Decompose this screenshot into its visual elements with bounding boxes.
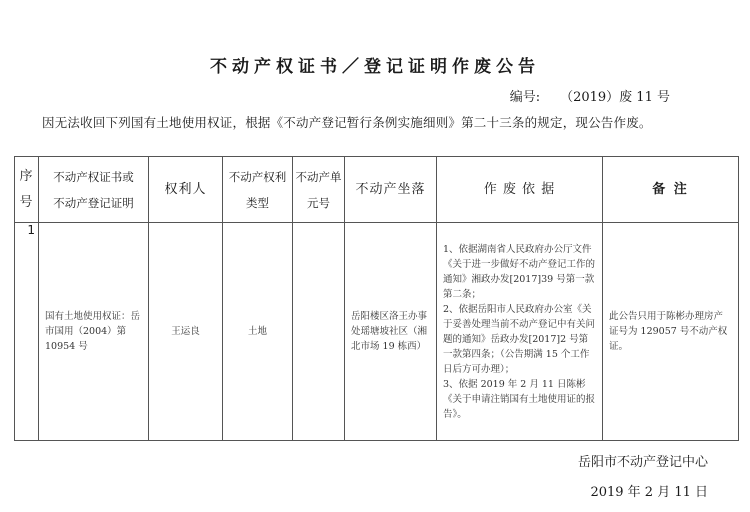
header-location: 不动产坐落: [345, 157, 437, 223]
header-unit-number-line2: 元号: [307, 195, 330, 210]
row-seq: 1: [15, 223, 39, 441]
notice-number-label: 编号:: [509, 90, 541, 105]
row-basis: [437, 223, 603, 441]
issuer-name: 岳阳市不动产登记中心: [577, 455, 708, 470]
header-certificate: [39, 157, 149, 223]
header-remarks: 备 注: [603, 157, 739, 223]
row-right-type: 土地: [223, 223, 293, 441]
notice-number: [510, 86, 670, 105]
header-right-type: [223, 157, 293, 223]
header-right-type-line1: 不动产权利: [228, 169, 287, 184]
void-certificate-table: [14, 156, 739, 441]
row-remarks: 此公告只用于陈彬办理房产证号为 129057 号不动产权证。: [603, 223, 739, 441]
header-right-type-line2: 类型: [246, 195, 269, 210]
table-row: [15, 223, 739, 441]
header-seq-line1: 序: [19, 168, 34, 184]
basis-list: [437, 242, 602, 422]
basis-item: 2、依据岳阳市人民政府办公室《关于妥善处理当前不动产登记中有关问题的通知》岳政办发[2017]2 号第一款第四条；（公告期满 15 个工作日后方可办理）；: [443, 303, 596, 375]
issue-date: 2019 年 2 月 11 日: [590, 485, 708, 500]
row-holder: 王运良: [149, 223, 223, 441]
header-certificate-line2: 不动产登记证明: [53, 195, 134, 210]
row-certificate: 国有土地使用权证：岳市国用（2004）第 10954 号: [39, 223, 149, 441]
basis-item: 3、依据 2019 年 2 月 11 日陈彬《关于申请注销国有土地使用证的报告》。: [443, 378, 596, 420]
row-unit-number: [293, 223, 345, 441]
header-holder: 权利人: [149, 157, 223, 223]
row-location: 岳阳楼区洛王办事处瑶塘坡社区（湘北市场 19 栋西）: [345, 223, 437, 441]
header-certificate-line1: 不动产权证书或: [53, 169, 134, 184]
notice-title: 不动产权证书／登记证明作废公告: [210, 57, 540, 77]
notice-number-value: （2019）废 11 号: [560, 90, 670, 105]
header-unit-number-line1: 不动产单: [295, 169, 342, 184]
notice-intro: 因无法收回下列国有土地使用权证，根据《不动产登记暂行条例实施细则》第二十三条的规定，现公告作废。: [42, 115, 652, 130]
header-basis: 作 废 依 据: [437, 157, 603, 223]
header-seq-line2: 号: [19, 194, 34, 210]
basis-item: 1、依据湖南省人民政府办公厅文件《关于进一步做好不动产登记工作的通知》湘政办发[2017]39 号第一款第二条；: [443, 243, 596, 300]
table-header-row: [15, 157, 739, 223]
header-unit-number: [293, 157, 345, 223]
header-seq: [15, 157, 39, 223]
